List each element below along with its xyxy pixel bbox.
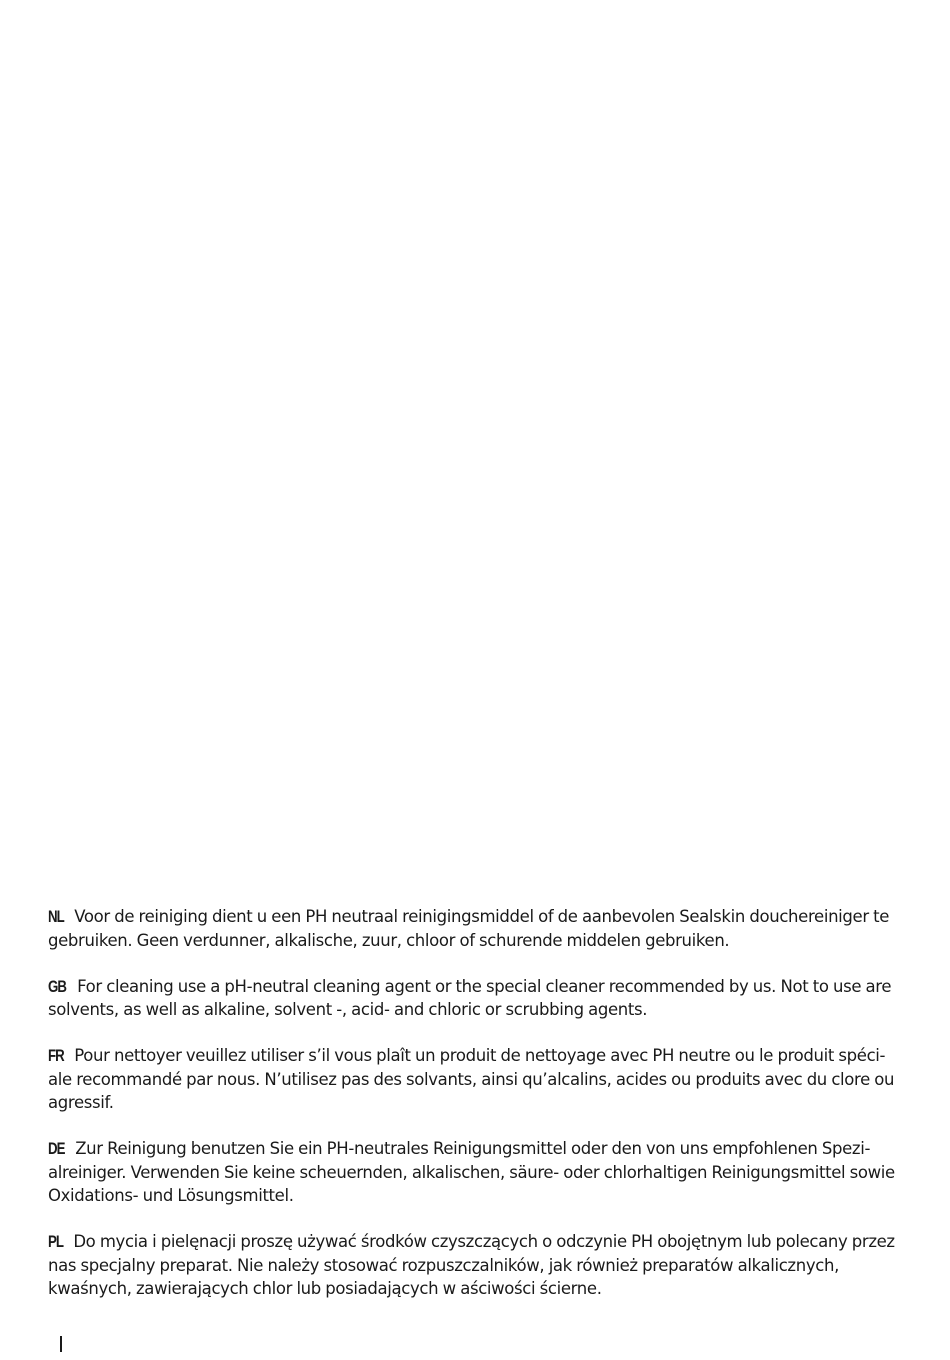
- language-code-fr: FR: [48, 1046, 64, 1065]
- section-fr: [48, 1044, 903, 1115]
- language-code-pl: PL: [48, 1232, 64, 1251]
- section-de: [48, 1137, 903, 1208]
- language-code-nl: NL: [48, 907, 64, 926]
- section-de-text: Zur Reinigung benutzen Sie ein PH-neutrales Reinigungsmittel oder den von uns empfohlenen Spezi-alreiniger. Verwenden Sie keine scheuernden, alkalischen, säure- oder chlorhaltigen Reinigungsmittel sowie Oxidations- und Lösungsmittel.: [48, 1139, 895, 1205]
- section-gb-text: For cleaning use a pH-neutral cleaning agent or the special cleaner recommended by us. Not to use are solvents, as well as alkaline, solvent -, acid- and chloric or scrubbing agents.: [48, 976, 892, 1019]
- section-nl-text: Voor de reiniging dient u een PH neutraal reinigingsmiddel of de aanbevolen Sealskin douchereiniger te gebruiken. Geen verdunner, alkalische, zuur, chloor of schurende middelen gebruiken.: [48, 907, 890, 950]
- section-pl-text: Do mycia i pielęnacji proszę używać środków czyszczących o odczynie PH obojętnym lub polecany przez nas specjalny preparat. Nie należy stosować rozpuszczalników, jak również preparatów alkalicznych, kwaśnych, zawierających chlor lub posiadających w aściwości ścierne.: [48, 1232, 895, 1298]
- language-code-gb: GB: [48, 976, 67, 996]
- section-pl: [48, 1230, 903, 1301]
- language-code-de: DE: [48, 1139, 65, 1158]
- page-marker: [60, 1336, 62, 1352]
- cleaning-instructions: [48, 905, 903, 1323]
- section-nl: [48, 905, 903, 952]
- section-gb: [48, 975, 903, 1022]
- section-fr-text: Pour nettoyer veuillez utiliser s’il vous plaît un produit de nettoyage avec PH neutre ou le produit spéci-ale recommandé par nous. N’utilisez pas des solvants, ainsi qu’alcalins, acides ou produits avec du clore ou agressif.: [48, 1046, 895, 1112]
